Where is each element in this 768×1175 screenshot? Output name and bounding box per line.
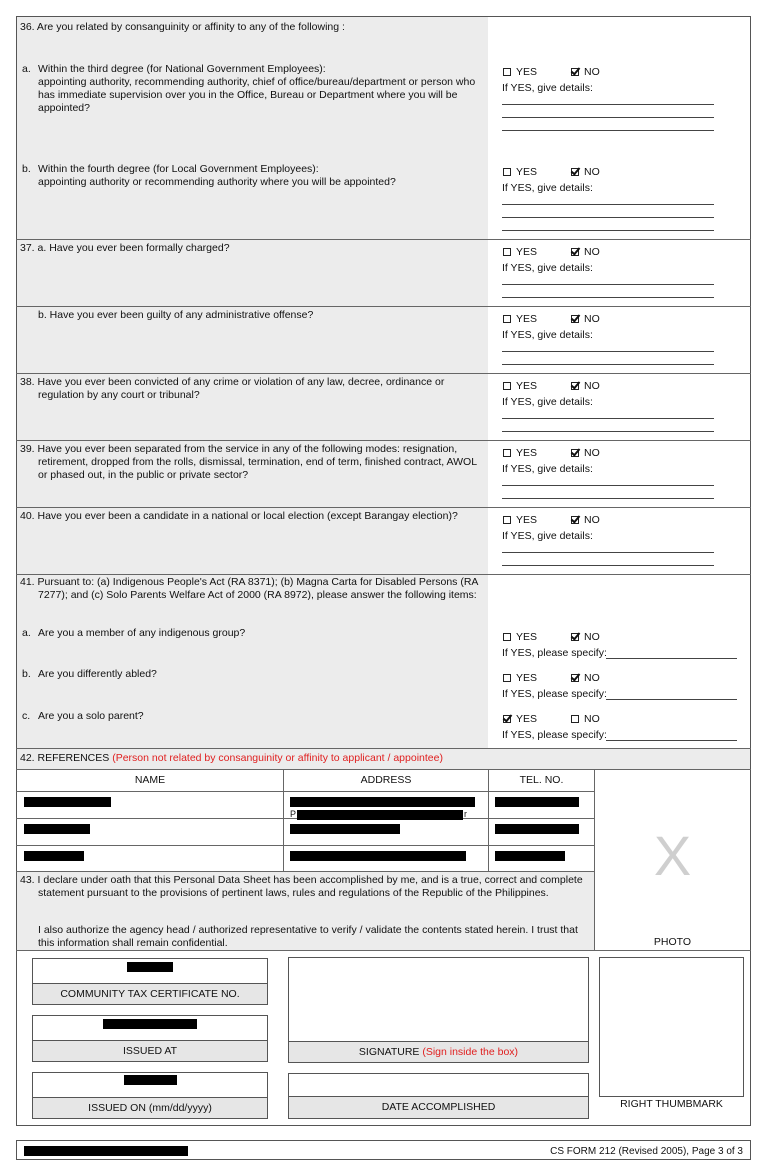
redacted-footer-name [24, 1146, 188, 1156]
q37b-details-line[interactable] [502, 364, 714, 365]
q36b-text: Within the fourth degree (for Local Government Employees): appointing authority or recommending authority where you will be appointed? [38, 163, 396, 188]
q41b-no-option[interactable] [571, 672, 600, 685]
q40-options [503, 514, 600, 527]
redacted-address [290, 824, 400, 834]
signature-box[interactable] [288, 957, 589, 1042]
q40-text: 40. Have you ever been a candidate in a national or local election (except Barangay election)? [20, 510, 458, 522]
q38-no-option[interactable] [571, 380, 600, 393]
q36-title: 36. Are you related by consanguinity or affinity to any of the following : [20, 21, 345, 33]
q37b-yes-option[interactable] [503, 313, 571, 326]
no-label: NO [584, 66, 600, 78]
divider [16, 871, 594, 872]
q36b-details-line[interactable] [502, 204, 714, 205]
q41c-options [503, 713, 600, 726]
q37b-no-checkbox[interactable] [571, 315, 579, 323]
divider [16, 239, 751, 240]
declaration-text: 43. I declare under oath that this Personal Data Sheet has been accomplished by me, and is a true, correct and complete statement pursuant to the provisions of pertinent laws, rules and regulations of the Republic of the Philippines. I also authorize the agency head / authorized representative to verify / validate the contents stated herein. I trust that this information shall remain confidential. [20, 874, 583, 949]
no-label: NO [584, 166, 600, 178]
yes-label: YES [516, 672, 538, 684]
divider [16, 440, 751, 441]
references-title: 42. REFERENCES (Person not related by consanguinity or affinity to applicant / appointee) [20, 752, 443, 764]
redacted-issued-on [124, 1075, 177, 1085]
q41b-no-checkbox[interactable] [571, 674, 579, 682]
date-accomplished-label: DATE ACCOMPLISHED [288, 1096, 589, 1119]
q41a-specify-line[interactable] [606, 658, 737, 659]
q41b-options [503, 672, 600, 685]
divider [16, 574, 751, 575]
q36a-details-line[interactable] [502, 117, 714, 118]
ctc-label: COMMUNITY TAX CERTIFICATE NO. [32, 983, 268, 1005]
q37a-details-line[interactable] [502, 297, 714, 298]
redacted-address [297, 810, 463, 820]
q41-text: 41. Pursuant to: (a) Indigenous People's Act (RA 8371); (b) Magna Carta for Disabled Persons (RA 7277); and (c) Solo Parents Welfare Act of 2000 (RA 8972), please answer the following items: [20, 576, 479, 601]
q40-details-label: If YES, give details: [502, 530, 593, 542]
q41c-no-checkbox[interactable] [571, 715, 579, 723]
address-partial: r [464, 809, 467, 819]
q39-yes-option[interactable] [503, 447, 571, 460]
yes-label: YES [516, 166, 538, 178]
divider [16, 748, 751, 749]
q36b-options [503, 166, 600, 179]
q41c-no-option[interactable] [571, 713, 600, 726]
thumbmark-box[interactable] [599, 957, 744, 1097]
divider [16, 845, 594, 846]
q41b-yes-option[interactable] [503, 672, 571, 685]
q41c-label: c. [22, 710, 31, 722]
q37a-text: 37. a. Have you ever been formally charged? [20, 242, 230, 254]
q41b-specify-label: If YES, please specify: [502, 688, 607, 700]
q38-details-line[interactable] [502, 431, 714, 432]
q41a-yes-checkbox[interactable] [503, 633, 511, 641]
no-label: NO [584, 631, 600, 643]
q39-details-line[interactable] [502, 485, 714, 486]
redacted-name [24, 797, 111, 807]
q40-yes-option[interactable] [503, 514, 571, 527]
q38-details-label: If YES, give details: [502, 396, 593, 408]
q40-no-checkbox[interactable] [571, 516, 579, 524]
q36b-label: b. [22, 163, 31, 175]
divider [16, 507, 751, 508]
q41b-yes-checkbox[interactable] [503, 674, 511, 682]
redacted-tel [495, 824, 579, 834]
q37a-details-label: If YES, give details: [502, 262, 593, 274]
q41a-options [503, 631, 600, 644]
q36b-yes-checkbox[interactable] [503, 168, 511, 176]
q41a-specify-label: If YES, please specify: [502, 647, 607, 659]
q36b-details-line[interactable] [502, 230, 714, 231]
q36a-no-option[interactable] [571, 66, 600, 79]
q40-no-option[interactable] [571, 514, 600, 527]
address-partial: P [290, 809, 297, 819]
q37b-text: b. Have you ever been guilty of any administrative offense? [38, 309, 314, 321]
q36a-label: a. [22, 63, 31, 75]
redacted-name [24, 851, 84, 861]
issued-on-label: ISSUED ON (mm/dd/yyyy) [32, 1097, 268, 1119]
redacted-tel [495, 797, 579, 807]
q37b-options [503, 313, 600, 326]
photo-placeholder-mark: X [653, 824, 692, 887]
photo-label: PHOTO [653, 936, 692, 948]
yes-label: YES [516, 713, 538, 725]
redacted-name [24, 824, 90, 834]
q37a-no-checkbox[interactable] [571, 248, 579, 256]
no-label: NO [584, 246, 600, 258]
q36b-details-label: If YES, give details: [502, 182, 593, 194]
q39-yes-checkbox[interactable] [503, 449, 511, 457]
q36b-details-line[interactable] [502, 217, 714, 218]
no-label: NO [584, 672, 600, 684]
date-accomplished-field[interactable] [288, 1073, 589, 1097]
divider [16, 950, 751, 951]
q41b-text: Are you differently abled? [38, 668, 157, 680]
q41c-specify-label: If YES, please specify: [502, 729, 607, 741]
q40-yes-checkbox[interactable] [503, 516, 511, 524]
issued-at-label: ISSUED AT [32, 1040, 268, 1062]
divider [16, 373, 751, 374]
q38-details-line[interactable] [502, 418, 714, 419]
q41c-yes-option[interactable] [503, 713, 571, 726]
q41c-yes-checkbox[interactable] [503, 715, 511, 723]
q36a-yes-checkbox[interactable] [503, 68, 511, 76]
q38-no-checkbox[interactable] [571, 382, 579, 390]
divider [16, 769, 751, 770]
no-label: NO [584, 313, 600, 325]
q41c-specify-line[interactable] [606, 740, 737, 741]
thumbmark-label: RIGHT THUMBMARK [620, 1098, 723, 1110]
q38-text: 38. Have you ever been convicted of any crime or violation of any law, decree, ordinance or regulation by any court or tribunal? [20, 376, 445, 401]
yes-label: YES [516, 246, 538, 258]
col-name-header: NAME [134, 774, 166, 786]
q36a-details-label: If YES, give details: [502, 82, 593, 94]
redacted-ctc [127, 962, 173, 972]
q38-yes-option[interactable] [503, 380, 571, 393]
q41a-label: a. [22, 627, 31, 639]
q41a-text: Are you a member of any indigenous group? [38, 627, 246, 639]
q37a-yes-option[interactable] [503, 246, 571, 259]
col-address-header: ADDRESS [360, 774, 412, 786]
q39-no-option[interactable] [571, 447, 600, 460]
q37a-no-option[interactable] [571, 246, 600, 259]
yes-label: YES [516, 380, 538, 392]
redacted-issued-at [103, 1019, 197, 1029]
q39-options [503, 447, 600, 460]
q37b-details-label: If YES, give details: [502, 329, 593, 341]
col-tel-header: TEL. NO. [519, 774, 564, 786]
q36a-no-checkbox[interactable] [571, 68, 579, 76]
q41a-no-checkbox[interactable] [571, 633, 579, 641]
q36b-no-checkbox[interactable] [571, 168, 579, 176]
q36b-yes-option[interactable] [503, 166, 571, 179]
q39-text: 39. Have you ever been separated from the service in any of the following modes: resignation, retirement, dropped from the rolls, dismissal, termination, end of term, finished contract, AWOL or phased out, in the public or private sector? [20, 443, 478, 481]
yes-label: YES [516, 66, 538, 78]
q41a-yes-option[interactable] [503, 631, 571, 644]
q36a-details-line[interactable] [502, 130, 714, 131]
yes-label: YES [516, 447, 538, 459]
q37b-details-line[interactable] [502, 351, 714, 352]
signature-label: SIGNATURE (Sign inside the box) [288, 1041, 589, 1063]
yes-label: YES [516, 631, 538, 643]
no-label: NO [584, 380, 600, 392]
q36a-yes-option[interactable] [503, 66, 571, 79]
q37a-yes-checkbox[interactable] [503, 248, 511, 256]
divider [16, 791, 594, 792]
redacted-tel [495, 851, 565, 861]
yes-label: YES [516, 313, 538, 325]
no-label: NO [584, 514, 600, 526]
redacted-address [290, 797, 475, 807]
q36a-text: Within the third degree (for National Government Employees): appointing authority, recommending authority, chief of office/bureau/department or person who has immediate supervision over you in the Office, Bureau or Department where you will be appointed? [38, 63, 476, 114]
q41b-specify-line[interactable] [606, 699, 737, 700]
q41b-label: b. [22, 668, 31, 680]
q37b-no-option[interactable] [571, 313, 600, 326]
q38-yes-checkbox[interactable] [503, 382, 511, 390]
q37b-yes-checkbox[interactable] [503, 315, 511, 323]
q38-options [503, 380, 600, 393]
q41c-text: Are you a solo parent? [38, 710, 144, 722]
no-label: NO [584, 447, 600, 459]
q36a-options [503, 66, 600, 79]
q39-details-label: If YES, give details: [502, 463, 593, 475]
q41a-no-option[interactable] [571, 631, 600, 644]
divider [16, 306, 751, 307]
yes-label: YES [516, 514, 538, 526]
redacted-address [290, 851, 466, 861]
no-label: NO [584, 713, 600, 725]
q40-details-line[interactable] [502, 565, 714, 566]
q39-details-line[interactable] [502, 498, 714, 499]
q37a-details-line[interactable] [502, 284, 714, 285]
q40-details-line[interactable] [502, 552, 714, 553]
q36b-no-option[interactable] [571, 166, 600, 179]
q37a-options [503, 246, 600, 259]
q39-no-checkbox[interactable] [571, 449, 579, 457]
q36a-details-line[interactable] [502, 104, 714, 105]
form-identifier: CS FORM 212 (Revised 2005), Page 3 of 3 [550, 1146, 743, 1157]
